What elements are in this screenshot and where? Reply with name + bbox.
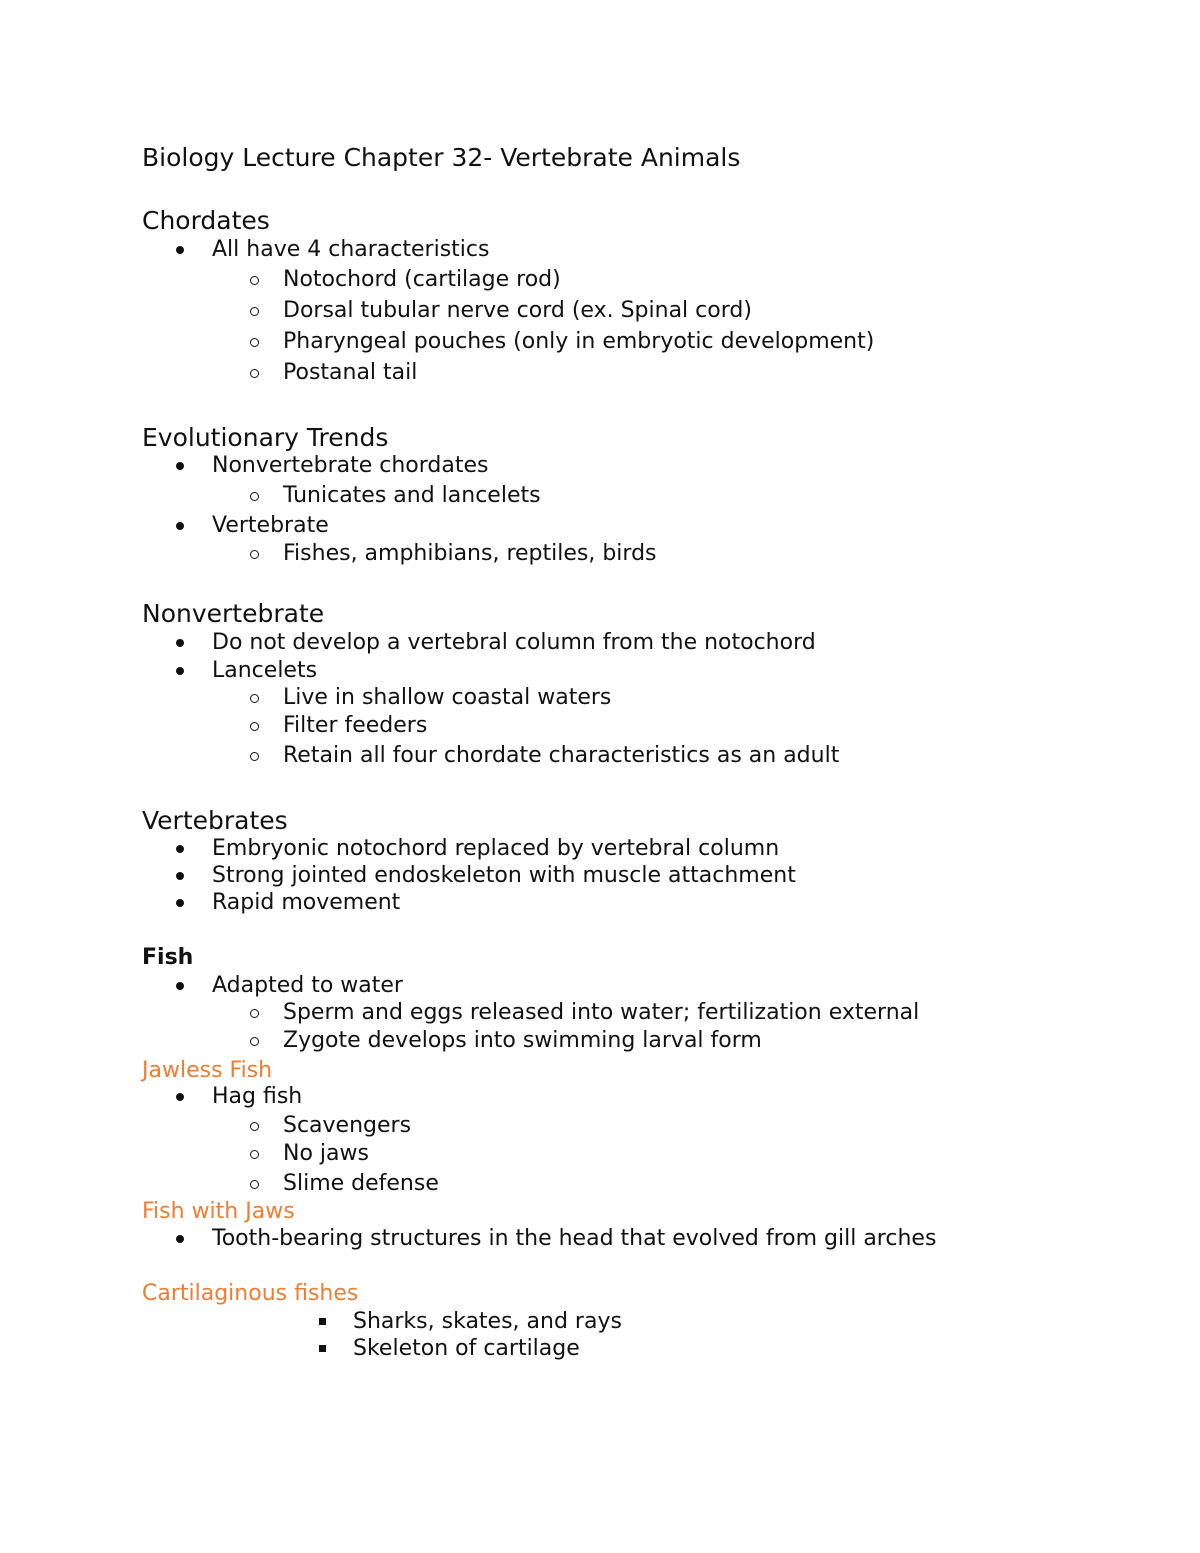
heading-cartilaginous-fishes: Cartilaginous fishes	[142, 1281, 359, 1306]
circle-bullet-icon	[250, 276, 259, 285]
sub-list-item: Notochord (cartilage rod)	[283, 267, 561, 292]
sub-list-item: Tunicates and lancelets	[283, 483, 541, 508]
bullet-icon	[176, 246, 184, 254]
list-item: Nonvertebrate chordates	[212, 453, 489, 478]
list-item: Adapted to water	[212, 973, 403, 998]
list-item: Tooth-bearing structures in the head that evolved from gill arches	[212, 1226, 937, 1251]
page-title: Biology Lecture Chapter 32- Vertebrate Animals	[142, 143, 741, 172]
bullet-icon	[176, 1235, 184, 1243]
heading-evolutionary-trends: Evolutionary Trends	[142, 423, 389, 452]
sub-list-item: Filter feeders	[283, 713, 428, 738]
bullet-icon	[176, 522, 184, 530]
sub-list-item: Scavengers	[283, 1113, 412, 1138]
bullet-icon	[176, 872, 184, 880]
bullet-icon	[176, 899, 184, 907]
bullet-icon	[176, 639, 184, 647]
list-item: Hag fish	[212, 1084, 303, 1109]
circle-bullet-icon	[250, 1037, 259, 1046]
circle-bullet-icon	[250, 1180, 259, 1189]
sub-list-item: Dorsal tubular nerve cord (ex. Spinal cord)	[283, 298, 752, 323]
heading-jawless-fish: Jawless Fish	[142, 1058, 273, 1083]
sub-list-item: No jaws	[283, 1141, 369, 1166]
circle-bullet-icon	[250, 694, 259, 703]
square-bullet-icon	[319, 1345, 326, 1352]
list-item: Do not develop a vertebral column from the notochord	[212, 630, 816, 655]
sub-list-item: Skeleton of cartilage	[353, 1336, 580, 1361]
bullet-icon	[176, 845, 184, 853]
sub-list-item: Live in shallow coastal waters	[283, 685, 612, 710]
sub-list-item: Retain all four chordate characteristics as an adult	[283, 743, 840, 768]
circle-bullet-icon	[250, 1150, 259, 1159]
sub-list-item: Slime defense	[283, 1171, 439, 1196]
bullet-icon	[176, 462, 184, 470]
circle-bullet-icon	[250, 369, 259, 378]
circle-bullet-icon	[250, 307, 259, 316]
heading-fish-with-jaws: Fish with Jaws	[142, 1199, 295, 1224]
circle-bullet-icon	[250, 1009, 259, 1018]
list-item: Rapid movement	[212, 890, 401, 915]
circle-bullet-icon	[250, 550, 259, 559]
sub-list-item: Zygote develops into swimming larval form	[283, 1028, 762, 1053]
circle-bullet-icon	[250, 722, 259, 731]
bullet-icon	[176, 982, 184, 990]
list-item: Embryonic notochord replaced by vertebral column	[212, 836, 780, 861]
heading-nonvertebrate: Nonvertebrate	[142, 599, 325, 628]
circle-bullet-icon	[250, 492, 259, 501]
heading-vertebrates: Vertebrates	[142, 806, 288, 835]
list-item: Vertebrate	[212, 513, 329, 538]
sub-list-item: Sharks, skates, and rays	[353, 1309, 622, 1334]
sub-list-item: Postanal tail	[283, 360, 418, 385]
heading-fish: Fish	[142, 945, 194, 970]
sub-list-item: Pharyngeal pouches (only in embryotic development)	[283, 329, 875, 354]
circle-bullet-icon	[250, 1122, 259, 1131]
circle-bullet-icon	[250, 752, 259, 761]
sub-list-item: Sperm and eggs released into water; fertilization external	[283, 1000, 920, 1025]
list-item: All have 4 characteristics	[212, 237, 490, 262]
sub-list-item: Fishes, amphibians, reptiles, birds	[283, 541, 657, 566]
square-bullet-icon	[319, 1318, 326, 1325]
heading-chordates: Chordates	[142, 206, 270, 235]
list-item: Lancelets	[212, 658, 318, 683]
circle-bullet-icon	[250, 338, 259, 347]
bullet-icon	[176, 667, 184, 675]
bullet-icon	[176, 1093, 184, 1101]
list-item: Strong jointed endoskeleton with muscle attachment	[212, 863, 796, 888]
